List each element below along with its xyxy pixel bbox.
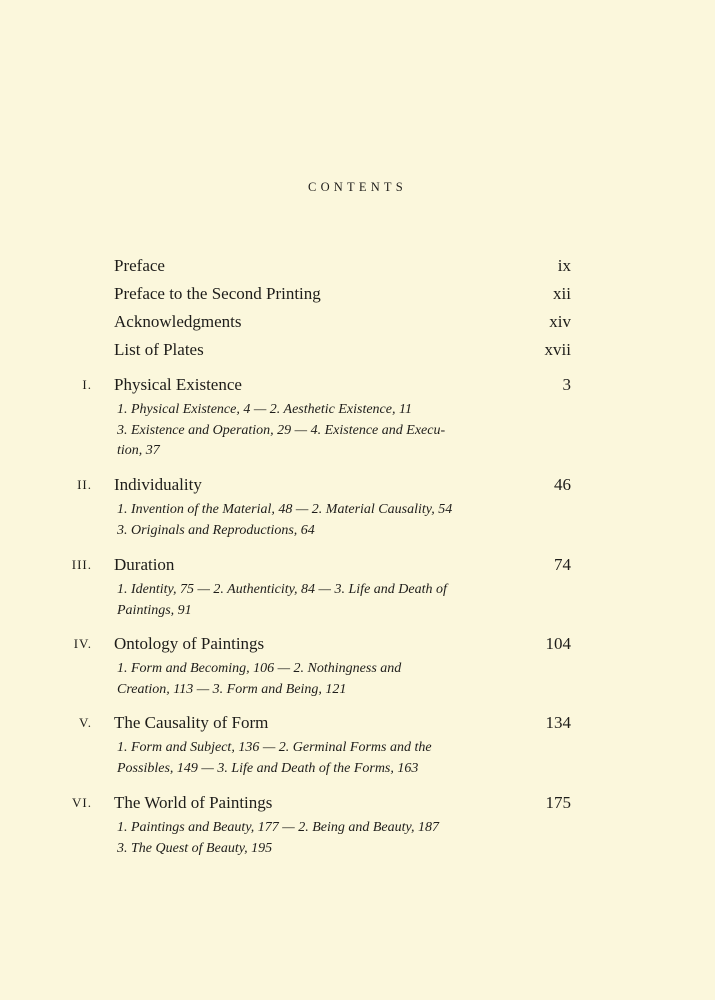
entry-page: xiv [549, 312, 571, 331]
chapter-page: 104 [545, 634, 571, 653]
chapter-title: Duration [114, 555, 175, 574]
chapter-page: 134 [545, 713, 571, 732]
toc-chapter-6 [72, 792, 571, 814]
chapter-page: 74 [554, 555, 571, 574]
chapter-4-sections [117, 659, 517, 700]
toc-chapter-4 [73, 633, 571, 655]
section-line: 1. Physical Existence, 4 — 2. Aesthetic Existence, 11 [117, 402, 412, 417]
chapter-numeral: V. [79, 715, 92, 730]
chapter-5-sections [117, 738, 517, 779]
chapter-title: The Causality of Form [114, 713, 269, 732]
toc-entry-acknowledgments [114, 311, 570, 333]
chapter-2-sections [117, 500, 517, 541]
section-line: 1. Invention of the Material, 48 — 2. Material Causality, 54 [117, 502, 453, 517]
section-line: 1. Paintings and Beauty, 177 — 2. Being and Beauty, 187 [117, 820, 439, 835]
section-line: Possibles, 149 — 3. Life and Death of the Forms, 163 [117, 760, 419, 776]
toc-entry-list-of-plates [114, 339, 570, 361]
entry-title: Acknowledgments [114, 312, 242, 331]
section-line: 3. Originals and Reproductions, 64 [117, 522, 315, 538]
chapter-1-sections [117, 400, 517, 462]
toc-entry-preface [114, 255, 570, 277]
chapter-numeral: I. [82, 377, 92, 392]
section-line: tion, 37 [117, 443, 160, 458]
chapter-numeral: II. [77, 477, 92, 492]
chapter-page: 46 [554, 475, 571, 494]
toc-chapter-3 [71, 554, 571, 576]
toc-chapter-1 [82, 374, 571, 396]
entry-page: ix [557, 256, 571, 275]
section-line: 1. Form and Subject, 136 — 2. Germinal Forms and the [117, 740, 432, 755]
section-line: 1. Form and Becoming, 106 — 2. Nothingness and [117, 661, 402, 676]
chapter-title: Individuality [114, 475, 202, 494]
chapter-3-sections [117, 580, 517, 621]
section-line: 3. The Quest of Beauty, 195 [117, 840, 273, 856]
chapter-title: Physical Existence [114, 375, 242, 394]
chapter-title: Ontology of Paintings [114, 634, 265, 653]
chapter-title: The World of Paintings [114, 793, 273, 812]
chapter-numeral: III. [71, 557, 92, 572]
chapter-6-sections [117, 818, 517, 859]
chapter-numeral: IV. [73, 636, 92, 651]
section-line: Paintings, 91 [117, 602, 192, 618]
entry-page: xvii [544, 340, 571, 359]
toc-chapter-2 [77, 474, 571, 496]
toc-chapter-5 [79, 712, 571, 734]
section-line: Creation, 113 — 3. Form and Being, 121 [117, 681, 347, 697]
section-line: 1. Identity, 75 — 2. Authenticity, 84 — 3. Life and Death of [117, 582, 447, 597]
chapter-page: 175 [545, 793, 571, 812]
entry-title: Preface [114, 256, 165, 275]
section-line: 3. Existence and Operation, 29 — 4. Existence and Execu- [117, 422, 446, 438]
entry-title: List of Plates [114, 340, 204, 359]
entry-title: Preface to the Second Printing [114, 284, 321, 303]
page-heading: CONTENTS [308, 180, 407, 194]
chapter-page: 3 [562, 375, 571, 394]
entry-page: xii [553, 284, 571, 303]
chapter-numeral: VI. [72, 795, 92, 810]
toc-entry-preface-second-printing [114, 283, 570, 305]
